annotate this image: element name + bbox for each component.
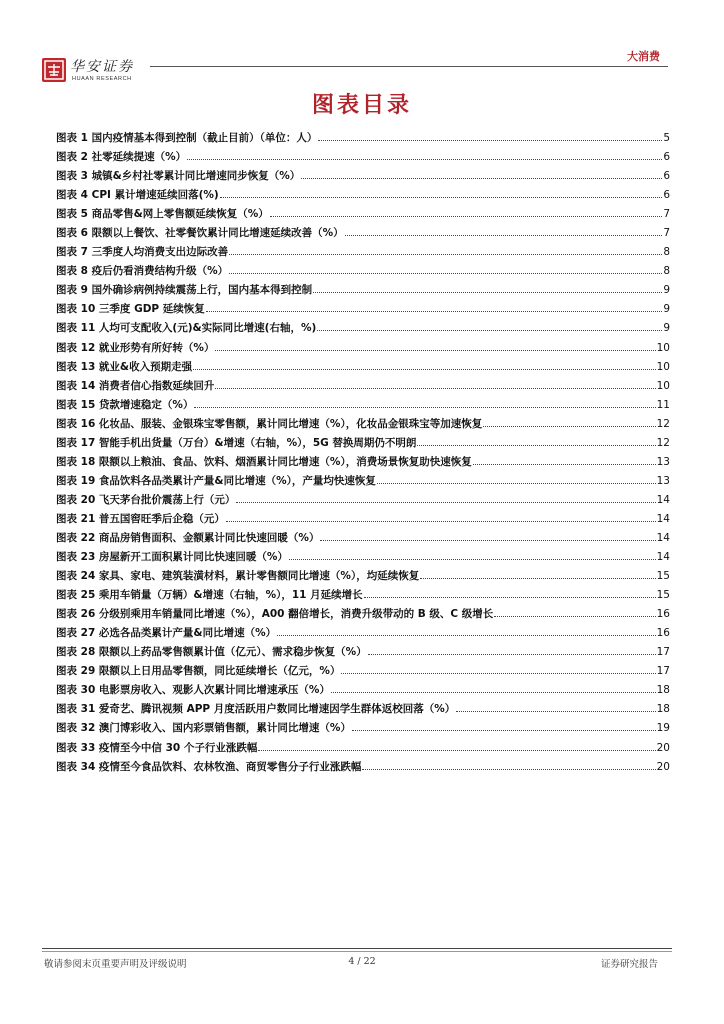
toc-entry[interactable] <box>56 530 670 549</box>
toc-leader-dots <box>270 207 663 217</box>
toc-leader-dots <box>417 436 655 446</box>
toc-leader-dots <box>345 226 663 236</box>
toc-leader-dots <box>483 417 655 427</box>
toc-entry-label: 图表 19 食品饮料各品类累计产量&同比增速（%），产量均快速恢复 <box>56 474 376 487</box>
toc-entry-page: 8 <box>663 246 670 259</box>
toc-entry-label: 图表 34 疫情至今食品饮料、农林牧渔、商贸零售分子行业涨跌幅 <box>56 760 362 773</box>
company-logo <box>42 56 162 88</box>
toc-entry-label: 图表 16 化妆品、服装、金银珠宝零售额，累计同比增速（%），化妆品金银珠宝等加速恢复 <box>56 417 483 430</box>
toc-leader-dots <box>368 645 656 655</box>
toc-entry[interactable] <box>56 149 670 168</box>
toc-entry-page: 10 <box>656 360 670 373</box>
toc-entry[interactable] <box>56 320 670 339</box>
toc-entry[interactable] <box>56 511 670 530</box>
toc-entry-label: 图表 31 爱奇艺、腾讯视频 APP 月度活跃用户数同比增速因学生群体返校回落（%） <box>56 703 456 716</box>
toc-entry-label: 图表 30 电影票房收入、观影人次累计同比增速承压（%） <box>56 684 330 697</box>
toc-entry-label: 图表 29 限额以上日用品零售额，同比延续增长（亿元，%） <box>56 665 341 678</box>
toc-entry[interactable] <box>56 435 670 454</box>
logo-seal-icon <box>42 58 66 82</box>
toc-entry[interactable] <box>56 225 670 244</box>
toc-entry-label: 图表 17 智能手机出货量（万台）&增速（右轴，%），5G 替换周期仍不明朗 <box>56 436 417 449</box>
toc-leader-dots <box>194 398 655 408</box>
toc-entry-page: 13 <box>656 455 670 468</box>
toc-leader-dots <box>215 379 655 389</box>
toc-entry-label: 图表 15 贷款增速稳定（%） <box>56 398 194 411</box>
toc-entry-label: 图表 9 国外确诊病例持续震荡上行，国内基本得到控制 <box>56 284 313 297</box>
footer-disclaimer: 敬请参阅末页重要声明及评级说明 <box>44 959 187 970</box>
toc-leader-dots <box>206 302 663 312</box>
toc-leader-dots <box>226 512 656 522</box>
toc-leader-dots <box>377 474 656 484</box>
table-of-figures <box>56 130 670 778</box>
page-title: 图表目录 <box>311 93 412 118</box>
toc-entry[interactable] <box>56 740 670 759</box>
toc-leader-dots <box>473 455 656 465</box>
toc-entry[interactable] <box>56 301 670 320</box>
toc-leader-dots <box>215 341 655 351</box>
toc-leader-dots <box>229 264 662 274</box>
toc-entry-label: 图表 24 家具、家电、建筑装潢材料，累计零售额同比增速（%），均延续恢复 <box>56 570 420 583</box>
toc-leader-dots <box>331 683 656 693</box>
toc-entry-label: 图表 22 商品房销售面积、金额累计同比快速回暖（%） <box>56 531 320 544</box>
toc-entry[interactable] <box>56 454 670 473</box>
toc-entry-page: 20 <box>656 741 670 754</box>
toc-leader-dots <box>258 741 655 751</box>
toc-leader-dots <box>456 702 655 712</box>
toc-entry[interactable] <box>56 701 670 720</box>
logo-english-name: HUAAN RESEARCH <box>72 76 132 82</box>
toc-entry[interactable] <box>56 397 670 416</box>
toc-entry-page: 18 <box>656 703 670 716</box>
toc-entry-page: 13 <box>656 474 670 487</box>
toc-entry-label: 图表 4 CPI 累计增速延续回落(%) <box>56 189 219 202</box>
toc-entry[interactable] <box>56 644 670 663</box>
toc-entry-page: 7 <box>663 208 670 221</box>
page-header <box>0 0 724 90</box>
toc-entry-label: 图表 2 社零延续提速（%） <box>56 151 187 164</box>
toc-entry[interactable] <box>56 759 670 778</box>
toc-entry-page: 14 <box>656 531 670 544</box>
toc-entry-page: 19 <box>656 722 670 735</box>
toc-entry-page: 10 <box>656 341 670 354</box>
toc-entry-page: 6 <box>663 189 670 202</box>
toc-entry[interactable] <box>56 663 670 682</box>
toc-entry-page: 9 <box>663 303 670 316</box>
toc-entry-page: 18 <box>656 684 670 697</box>
toc-entry-page: 7 <box>663 227 670 240</box>
toc-entry-page: 15 <box>656 570 670 583</box>
toc-leader-dots <box>320 531 655 541</box>
toc-entry-label: 图表 25 乘用车销量（万辆）&增速（右轴，%），11 月延续增长 <box>56 589 363 602</box>
toc-entry-page: 12 <box>656 417 670 430</box>
toc-entry[interactable] <box>56 720 670 739</box>
toc-entry-label: 图表 20 飞天茅台批价震荡上行（元） <box>56 493 236 506</box>
toc-entry-page: 10 <box>656 379 670 392</box>
page-number: 4 / 22 <box>348 956 376 967</box>
toc-entry[interactable] <box>56 378 670 397</box>
toc-entry-label: 图表 18 限额以上粮油、食品、饮料、烟酒累计同比增速（%），消费场景恢复助快速恢复 <box>56 455 472 468</box>
toc-entry-label: 图表 23 房屋新开工面积累计同比快速回暖（%） <box>56 551 288 564</box>
toc-entry[interactable] <box>56 168 670 187</box>
toc-leader-dots <box>420 569 655 579</box>
footer-divider <box>42 948 672 949</box>
toc-entry-page: 14 <box>656 512 670 525</box>
toc-leader-dots <box>193 360 656 370</box>
toc-entry-page: 16 <box>656 608 670 621</box>
toc-leader-dots <box>494 607 655 617</box>
toc-entry[interactable] <box>56 473 670 492</box>
toc-entry-page: 14 <box>656 493 670 506</box>
toc-leader-dots <box>364 588 656 598</box>
toc-entry[interactable] <box>56 606 670 625</box>
toc-entry-page: 11 <box>656 398 670 411</box>
toc-leader-dots <box>277 626 656 636</box>
footer-report-type: 证券研究报告 <box>600 959 658 970</box>
toc-entry[interactable] <box>56 416 670 435</box>
toc-entry[interactable] <box>56 130 670 149</box>
toc-entry-page: 12 <box>656 436 670 449</box>
toc-entry[interactable] <box>56 682 670 701</box>
header-divider <box>150 66 668 67</box>
toc-leader-dots <box>229 245 662 255</box>
toc-entry[interactable] <box>56 282 670 301</box>
toc-entry[interactable] <box>56 587 670 606</box>
toc-leader-dots <box>352 721 656 731</box>
toc-entry-label: 图表 26 分级别乘用车销量同比增速（%），A00 翻倍增长，消费升级带动的 B 级、C 级增长 <box>56 608 494 621</box>
toc-entry-label: 图表 32 澳门博彩收入、国内彩票销售额，累计同比增速（%） <box>56 722 351 735</box>
toc-entry[interactable] <box>56 492 670 511</box>
toc-entry-page: 14 <box>656 551 670 564</box>
toc-entry-page: 6 <box>663 170 670 183</box>
toc-entry-label: 图表 10 三季度 GDP 延续恢复 <box>56 303 205 316</box>
toc-leader-dots <box>187 150 662 160</box>
toc-entry-page: 20 <box>656 760 670 773</box>
footer-divider-secondary <box>42 951 672 952</box>
toc-entry-label: 图表 1 国内疫情基本得到控制（截止目前）（单位：人） <box>56 132 318 144</box>
toc-entry[interactable] <box>56 263 670 282</box>
toc-leader-dots <box>289 550 656 560</box>
logo-chinese-name: 华安证券 <box>70 59 134 75</box>
toc-leader-dots <box>318 131 662 141</box>
toc-entry-page: 16 <box>656 627 670 640</box>
toc-entry-label: 图表 13 就业&收入预期走强 <box>56 360 193 373</box>
toc-leader-dots <box>362 760 655 770</box>
toc-leader-dots <box>341 664 655 674</box>
toc-entry-page: 6 <box>663 151 670 164</box>
report-category: 大消费 <box>627 50 660 63</box>
toc-entry-label: 图表 8 疫后仍看消费结构升级（%） <box>56 265 229 278</box>
toc-leader-dots <box>236 493 655 503</box>
toc-entry[interactable] <box>56 340 670 359</box>
toc-entry-page: 9 <box>663 284 670 297</box>
toc-entry-label: 图表 7 三季度人均消费支出边际改善 <box>56 246 229 259</box>
toc-entry-label: 图表 14 消费者信心指数延续回升 <box>56 379 215 392</box>
toc-entry[interactable] <box>56 568 670 587</box>
toc-entry[interactable] <box>56 625 670 644</box>
toc-entry-label: 图表 5 商品零售&网上零售额延续恢复（%） <box>56 208 269 221</box>
toc-entry[interactable] <box>56 187 670 206</box>
toc-leader-dots <box>317 321 662 331</box>
toc-entry-label: 图表 6 限额以上餐饮、社零餐饮累计同比增速延续改善（%） <box>56 227 344 240</box>
toc-entry-page: 9 <box>663 322 670 335</box>
toc-entry-page: 17 <box>656 646 670 659</box>
toc-entry-page: 5 <box>663 132 670 144</box>
toc-entry-label: 图表 28 限额以上药品零售额累计值（亿元）、需求稳步恢复（%） <box>56 646 367 659</box>
toc-entry-page: 15 <box>656 589 670 602</box>
toc-leader-dots <box>220 188 663 198</box>
toc-entry-label: 图表 12 就业形势有所好转（%） <box>56 341 215 354</box>
toc-entry-label: 图表 33 疫情至今中信 30 个子行业涨跌幅 <box>56 741 258 754</box>
toc-leader-dots <box>313 283 662 293</box>
toc-entry-page: 17 <box>656 665 670 678</box>
toc-entry[interactable] <box>56 206 670 225</box>
toc-entry-label: 图表 27 必选各品类累计产量&同比增速（%） <box>56 627 277 640</box>
toc-entry-label: 图表 21 普五国窖旺季后企稳（元） <box>56 512 225 525</box>
toc-entry-label: 图表 11 人均可支配收入(元)&实际同比增速(右轴，%) <box>56 322 317 335</box>
toc-entry-label: 图表 3 城镇&乡村社零累计同比增速同步恢复（%） <box>56 170 301 183</box>
toc-entry[interactable] <box>56 549 670 568</box>
toc-entry[interactable] <box>56 244 670 263</box>
toc-entry[interactable] <box>56 359 670 378</box>
toc-entry-page: 8 <box>663 265 670 278</box>
toc-leader-dots <box>301 169 662 179</box>
